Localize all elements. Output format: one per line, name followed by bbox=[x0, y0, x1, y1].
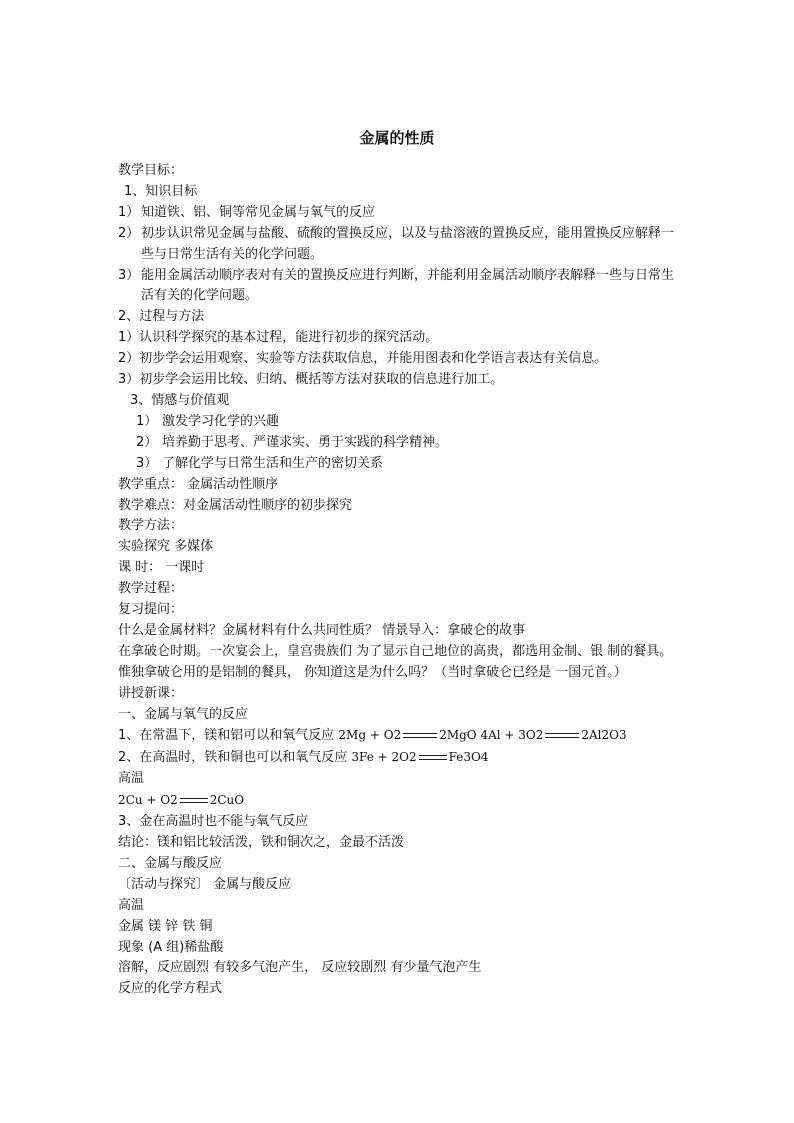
list-number: 3） bbox=[136, 455, 158, 471]
equals-sign-icon bbox=[180, 798, 208, 803]
conclusion-text: 结论：镁和铝比较活泼，铁和铜次之，金最不活泼 bbox=[118, 835, 405, 850]
list-text: 初步认识常见金属与盐酸、硫酸的置换反应，以及与盐溶液的置换反应，能用置换反应解释一些与日常生活有关的化学问题。 bbox=[141, 225, 675, 262]
equation-line-copper bbox=[118, 790, 683, 812]
list-item bbox=[118, 412, 683, 433]
list-text: 培养勤于思考、严谨求实、勇于实践的科学精神。 bbox=[162, 434, 449, 450]
page-title: 金属的性质 bbox=[359, 129, 435, 147]
teaching-method-label: 教学方法： bbox=[118, 518, 184, 534]
observation-row: 溶解，反应剧烈 有较多气泡产生， 反应较剧烈 有少量气泡产生 bbox=[118, 960, 482, 976]
teaching-process-label: 教学过程： bbox=[118, 581, 184, 597]
section-heading-oxygen: 一、金属与氧气的反应 bbox=[118, 706, 249, 722]
equation-products: Fe3O4 bbox=[448, 750, 489, 765]
subheading-knowledge: 1、知识目标 bbox=[124, 183, 198, 199]
list-item: 2）初步学会运用观察、实验等方法获取信息，并能用图表和化学语言表达有关信息。 bbox=[118, 351, 608, 367]
subheading-values: 3、情感与价值观 bbox=[130, 392, 230, 408]
list-item bbox=[118, 266, 683, 308]
equation-products: 2MgO 4Al + 3O2 bbox=[439, 728, 544, 743]
condition-label: 高温 bbox=[118, 897, 145, 913]
reaction-line-high-temp bbox=[118, 747, 683, 769]
reaction-text: 2、在高温时，铁和铜也可以和氧气反应 bbox=[118, 750, 348, 766]
list-number: 2） bbox=[136, 434, 158, 450]
equals-sign-icon bbox=[419, 755, 447, 760]
equation-reactants: 2Mg + O2 bbox=[338, 728, 402, 743]
section-heading-acid: 二、金属与酸反应 bbox=[118, 855, 223, 871]
class-hours: 课 时： 一课时 bbox=[118, 560, 205, 576]
equation-reactants: 2Cu + O2 bbox=[118, 793, 178, 808]
reaction-line-room-temp bbox=[118, 725, 683, 747]
list-item: 1）认识科学探究的基本过程，能进行初步的探究活动。 bbox=[118, 330, 439, 346]
teaching-method-value: 实验探究 多媒体 bbox=[118, 539, 214, 555]
metals-row: 金属 镁 锌 铁 铜 bbox=[118, 918, 213, 934]
list-item bbox=[118, 433, 683, 454]
reaction-text: 1、在常温下，镁和铝可以和氧气反应 bbox=[118, 728, 335, 744]
list-text: 了解化学与日常生活和生产的密切关系 bbox=[162, 455, 384, 471]
list-text: 知道铁、铝、铜等常见金属与氧气的反应 bbox=[141, 204, 376, 220]
equation-reactants: 3Fe + 2O2 bbox=[351, 750, 417, 765]
list-item bbox=[118, 454, 683, 475]
list-number: 1） bbox=[118, 204, 140, 220]
list-item bbox=[118, 224, 683, 266]
activity-heading: 〔活动与探究〕 金属与酸反应 bbox=[118, 876, 292, 892]
list-number: 1） bbox=[136, 413, 158, 429]
napoleon-story-paragraph: 在拿破仑时期。一次宴会上，皇宫贵族们 为了显示自己地位的高贵，都选用金制、银 制的餐具。惟独拿破仑用的是铝制的餐具， 你知道这是为什么吗？（当时拿破仑已经是 一国元首。） bbox=[118, 643, 673, 680]
teaching-difficulty: 教学难点：对金属活动性顺序的初步探究 bbox=[118, 497, 353, 513]
list-number: 2） bbox=[118, 225, 140, 241]
equals-sign-icon bbox=[545, 733, 579, 738]
new-lesson-label: 讲授新课： bbox=[118, 685, 184, 701]
section-heading-objectives: 教学目标： bbox=[118, 163, 184, 178]
review-questions-label: 复习提问： bbox=[118, 602, 184, 618]
list-item: 3）初步学会运用比较、归纳、概括等方法对获取的信息进行加工。 bbox=[118, 372, 504, 388]
list-text: 能用金属活动顺序表对有关的置换反应进行判断，并能利用金属活动顺序表解释一些与日常生活有关的化学问题。 bbox=[141, 267, 675, 304]
equation-products: 2Al2O3 bbox=[581, 728, 627, 743]
equation-products: 2CuO bbox=[209, 793, 245, 808]
teaching-focus: 教学重点： 金属活动性顺序 bbox=[118, 476, 279, 492]
subheading-process: 2、过程与方法 bbox=[118, 309, 205, 325]
gold-reaction-text: 3、金在高温时也不能与氧气反应 bbox=[118, 814, 309, 830]
list-text: 激发学习化学的兴趣 bbox=[162, 413, 280, 429]
phenomenon-row: 现象 (A 组)稀盐酸 bbox=[118, 939, 224, 955]
list-item bbox=[118, 203, 683, 224]
document-body bbox=[118, 161, 683, 1000]
condition-label: 高温 bbox=[118, 771, 145, 787]
equals-sign-icon bbox=[403, 733, 437, 738]
list-number: 3） bbox=[118, 267, 140, 283]
equation-heading: 反应的化学方程式 bbox=[118, 981, 223, 997]
review-questions-text: 什么是金属材料？金属材料有什么共同性质？ 情景导入：拿破仑的故事 bbox=[118, 622, 526, 638]
